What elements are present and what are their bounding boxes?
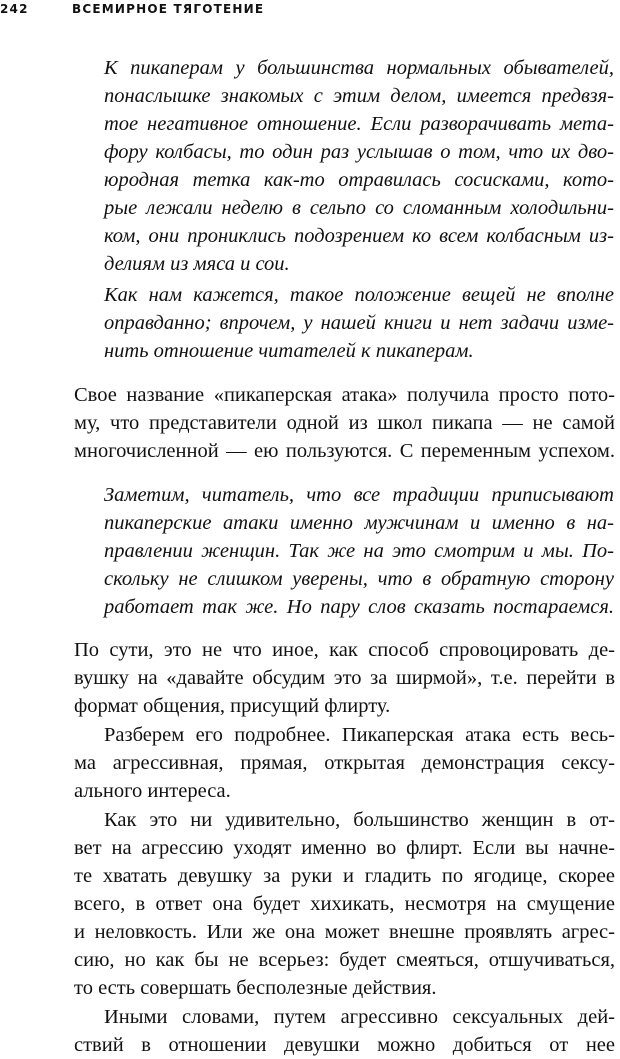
page-number: 242: [0, 2, 29, 16]
text-line: рые лежали неделю в сельпо со сломанным холодильни-: [104, 197, 614, 219]
text-line: формат общения, присущий флирту.: [74, 695, 391, 717]
text-line: Заметим, читатель, что все традиции приписывают: [104, 484, 614, 506]
text-line: юродная тетка как-то отравилась сосисками, кото-: [104, 169, 614, 191]
text-line: вет на агрессию уходят именно во флирт. Если вы начне-: [74, 837, 615, 859]
text-line: Свое название «пикаперская атака» получила просто пото-: [74, 384, 615, 406]
text-line: то есть совершать бесполезные действия.: [74, 977, 437, 999]
text-line: Как нам кажется, такое положение вещей не вполне: [104, 284, 614, 306]
text-line: всего, в ответ она будет хихикать, несмотря на смущение: [74, 893, 615, 915]
text-line: те хватать девушку за руки и гладить по ягодице, скорее: [74, 865, 615, 887]
text-line: Разберем его подробнее. Пикаперская атака есть весь-: [104, 724, 615, 746]
text-line: ального интереса.: [74, 780, 231, 802]
text-line: Иными словами, путем агрессивно сексуальных дей-: [104, 1006, 615, 1028]
text-line: ствий в отношении девушки можно добиться от нее: [74, 1034, 615, 1056]
text-line: правлении женщин. Так же на это смотрим и мы. По-: [104, 540, 614, 562]
running-head: [0, 2, 620, 22]
text-line: оправданно; впрочем, у нашей книги и нет задачи изме-: [104, 312, 614, 334]
text-line: ком, они прониклись подозрением ко всем колбасным из-: [104, 225, 614, 247]
running-title: ВСЕМИРНОЕ ТЯГОТЕНИЕ: [72, 2, 265, 16]
text-line: многочисленной — ею пользуются. С переменным успехом.: [74, 440, 615, 462]
text-line: и неловкость. Или же она может внешне проявлять агрес-: [74, 921, 615, 943]
text-line: К пикаперам у большинства нормальных обывателей,: [104, 57, 614, 79]
text-line: скольку не слишком уверены, что в обратную сторону: [104, 568, 614, 590]
text-line: понаслышке знакомых с этим делом, имеется предвзя-: [104, 85, 614, 107]
text-line: пикаперские атаки именно мужчинам и именно в на-: [104, 512, 614, 534]
text-line: му, что представители одной из школ пикапа — не самой: [74, 412, 615, 434]
text-line: Как это ни удивительно, большинство женщин в от-: [104, 809, 615, 831]
text-line: делиям из мяса и сои.: [104, 253, 290, 275]
text-line: По сути, это не что иное, как способ спровоцировать де-: [74, 639, 615, 661]
text-line: фору колбасы, то один раз услышав о том, что их дво-: [104, 141, 614, 163]
text-line: нить отношение читателей к пикаперам.: [104, 340, 474, 362]
text-line: работает так же. Но пару слов сказать постараемся.: [104, 596, 614, 618]
text-line: ма агрессивная, прямая, открытая демонстрация сексу-: [74, 752, 615, 774]
text-line: сию, но как бы не всерьез: будет смеяться, отшучиваться,: [74, 949, 615, 971]
text-line: тое негативное отношение. Если разворачивать мета-: [104, 113, 614, 135]
text-line: вушку на «давайте обсудим это за ширмой», т.е. перейти в: [74, 667, 615, 689]
